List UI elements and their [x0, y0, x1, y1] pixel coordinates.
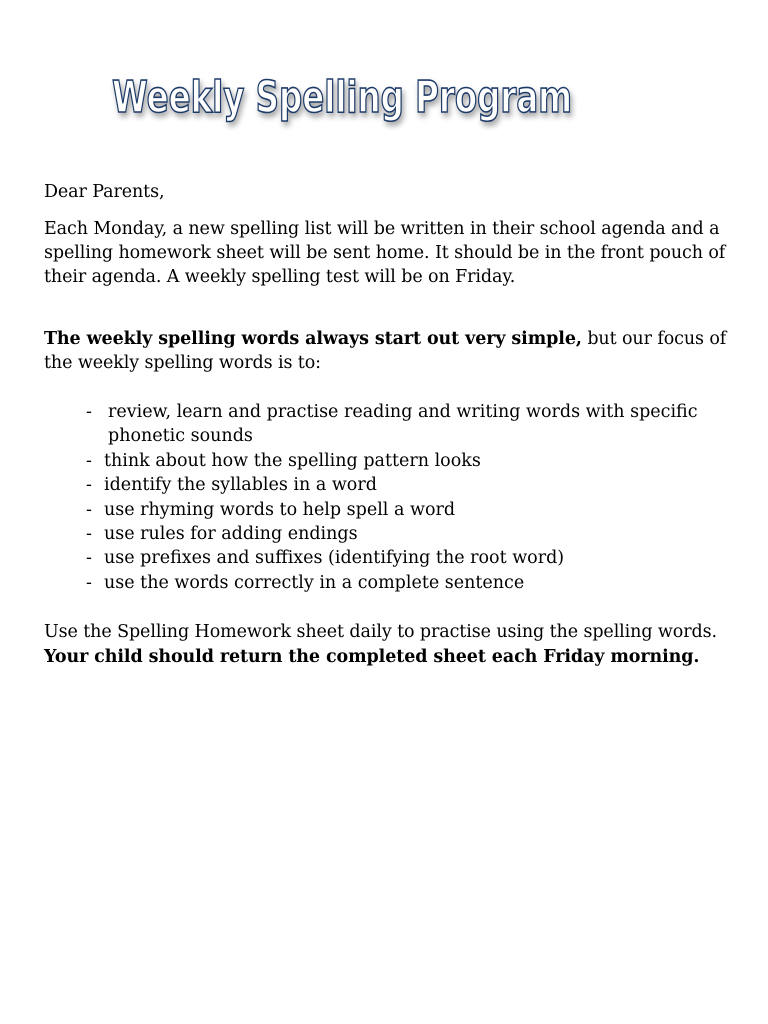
- list-item: [86, 400, 726, 449]
- list-item-text: identify the syllables in a word: [104, 475, 377, 496]
- list-dash: -: [86, 499, 92, 520]
- intro-paragraph: Each Monday, a new spelling list will be written in their school agenda and a spelling homework sheet will be sent home. It should be in the front pouch of their agenda. A weekly spelling test will be on Friday.: [44, 219, 726, 287]
- page-title: Weekly Spelling Program: [112, 72, 572, 123]
- list-item-text: use prefixes and suffixes (identifying the root word): [104, 548, 565, 569]
- greeting: Dear Parents,: [44, 182, 165, 202]
- title-svg: [110, 62, 590, 142]
- list-item: [86, 498, 726, 522]
- list-dash: -: [86, 475, 92, 496]
- list-item-text: review, learn and practise reading and writing words with specific phonetic sounds: [108, 402, 698, 447]
- list-item-text: think about how the spelling pattern looks: [104, 450, 481, 471]
- list-item-text: use rules for adding endings: [104, 524, 358, 545]
- list-dash: -: [86, 548, 92, 569]
- list-item-text: use the words correctly in a complete sentence: [104, 572, 525, 593]
- closing-bold-paragraph: Your child should return the completed sheet each Friday morning.: [44, 647, 700, 667]
- list-item: [86, 473, 726, 497]
- focus-list: [86, 400, 726, 595]
- title-wordart: [110, 62, 590, 142]
- list-dash: -: [86, 572, 92, 593]
- list-item: [86, 449, 726, 473]
- list-item: [86, 571, 726, 595]
- list-item-text: use rhyming words to help spell a word: [104, 499, 456, 520]
- list-dash: -: [86, 524, 92, 545]
- closing-paragraph: Use the Spelling Homework sheet daily to practise using the spelling words.: [44, 622, 717, 642]
- list-dash: -: [86, 450, 92, 471]
- focus-paragraph: [44, 327, 734, 375]
- focus-bold-lead: The weekly spelling words always start out very simple,: [44, 329, 582, 349]
- focus-rest: but our focus of the weekly spelling words is to:: [44, 329, 727, 373]
- list-item: [86, 522, 726, 546]
- list-dash: -: [86, 402, 92, 422]
- list-item: [86, 546, 726, 570]
